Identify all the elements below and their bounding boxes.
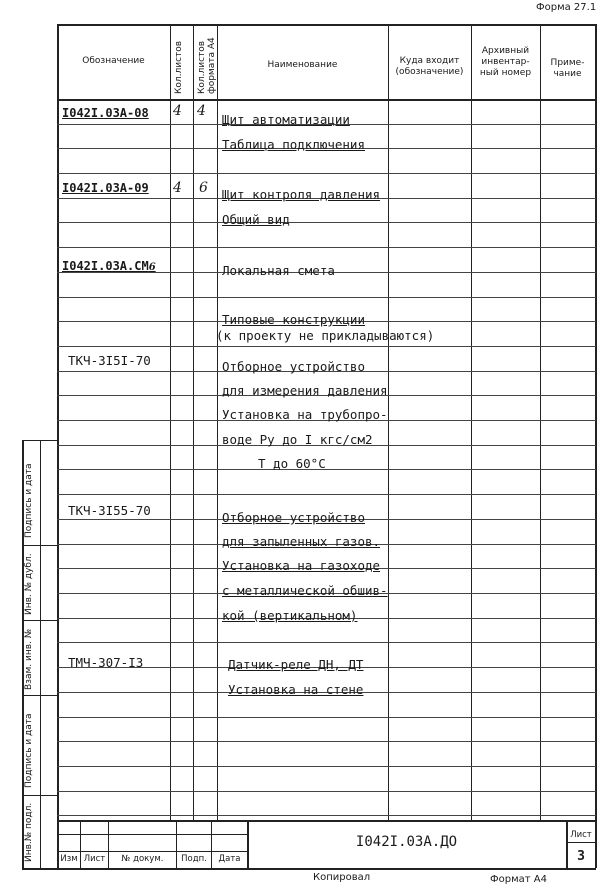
row-name: Щит контроля давления	[222, 187, 381, 202]
row-name: Установка на трубопро-	[222, 407, 388, 422]
side-label-replace-inv: Взам. инв. №	[24, 628, 34, 690]
grid-row-line	[57, 494, 596, 495]
footer-copied: Копировал	[313, 872, 371, 883]
side-label-signature-2: Подпись и дата	[24, 463, 34, 538]
row-code: ТКЧ-3I5I-70	[68, 353, 151, 368]
side-divider	[22, 440, 57, 441]
header-archive: Архивный инвентар- ный номер	[479, 46, 532, 78]
side-divider	[22, 620, 57, 621]
row-name: кой (вертикальном)	[222, 608, 358, 623]
grid-row-line	[57, 815, 596, 816]
row-a4: 6	[199, 180, 208, 196]
grid-row-line	[57, 247, 596, 248]
frame-bottom	[22, 868, 596, 870]
row-name: (к проекту не прикладываются)	[216, 328, 435, 343]
header-designation: Обозначение	[82, 56, 145, 66]
header-bottom	[57, 99, 596, 101]
side-label-inv-orig: Инв.№ подл.	[24, 802, 34, 862]
col-line-1	[170, 24, 171, 820]
row-name: Таблица подключения	[222, 137, 365, 152]
side-label-signature: Подпись и дата	[24, 713, 34, 788]
header-sheets: Кол.листов	[174, 40, 184, 94]
grid-row-line	[57, 766, 596, 767]
col-line-2	[193, 24, 194, 820]
title-block-top	[57, 820, 596, 822]
row-name: для запыленных газов.	[222, 534, 381, 549]
header-name: Наименование	[267, 60, 338, 70]
grid-row-line	[57, 717, 596, 718]
header-a4-line2: формата А4	[207, 37, 217, 94]
grid-row-line	[57, 346, 596, 347]
row-name: Отборное устройство	[222, 510, 365, 525]
side-divider	[22, 545, 57, 546]
form-label: Форма 27.1	[536, 2, 597, 13]
tb-col-label: Изм	[60, 854, 78, 864]
grid-row-line	[57, 222, 596, 223]
title-designation: I042I.03A.ДО	[355, 834, 458, 850]
row-code: I042I.03A-09	[62, 181, 149, 195]
grid-row-line	[57, 469, 596, 470]
side-divider	[22, 795, 57, 796]
grid-row-line	[57, 173, 596, 174]
row-name: для измерения давления	[222, 383, 388, 398]
title-block-row	[57, 851, 247, 852]
side-strip-mid	[40, 440, 41, 868]
row-name: с металлической обшив-	[222, 583, 388, 598]
row-name: Установка на стене	[228, 682, 364, 697]
row-name: Т до 60°С	[258, 456, 326, 471]
row-sheets: 4	[173, 103, 182, 119]
row-name: Щит автоматизации	[222, 112, 350, 127]
tb-col-label: Дата	[218, 854, 241, 864]
grid-row-line	[57, 741, 596, 742]
row-name: Общий вид	[222, 212, 290, 227]
row-code: I042I.03A-08	[62, 106, 149, 120]
row-name: Датчик-реле ДН, ДТ	[228, 657, 364, 672]
col-line-5	[471, 24, 472, 820]
sheet-number: 3	[577, 849, 585, 864]
grid-row-line	[57, 297, 596, 298]
row-name: воде Ру до I кгс/см2	[222, 432, 373, 447]
col-line-4	[388, 24, 389, 820]
sheet-label: Лист	[570, 830, 592, 840]
row-code: I042I.03A.CM6	[62, 259, 156, 273]
tb-col-label: № докум.	[121, 854, 164, 864]
row-name: Локальная смета	[222, 263, 335, 278]
tb-sheet-divider	[566, 842, 596, 843]
footer-format: Формат А4	[490, 874, 547, 885]
title-block-row	[57, 834, 247, 835]
col-line-6	[540, 24, 541, 820]
col-line-3	[217, 24, 218, 820]
row-name: Отборное устройство	[222, 359, 365, 374]
frame-top	[57, 24, 596, 26]
grid-row-line	[57, 791, 596, 792]
side-divider	[22, 695, 57, 696]
header-a4-line1: Кол.листов	[197, 40, 207, 94]
grid-row-line	[57, 642, 596, 643]
row-sheets: 4	[173, 180, 182, 196]
row-code: ТКЧ-3I55-70	[68, 503, 151, 518]
header-notes: Приме- чание	[550, 58, 585, 79]
header-where-used: Куда входит (обозначение)	[395, 56, 464, 77]
row-name: Установка на газоходе	[222, 558, 381, 573]
tb-col-label: Лист	[83, 854, 106, 864]
row-code: ТМЧ-307-I3	[68, 655, 144, 670]
row-name: Типовые конструкции	[222, 312, 365, 327]
side-label-inv-dup: Инв. № дубл.	[24, 553, 34, 615]
row-a4: 4	[197, 103, 206, 119]
tb-col-label: Подп.	[181, 854, 207, 864]
